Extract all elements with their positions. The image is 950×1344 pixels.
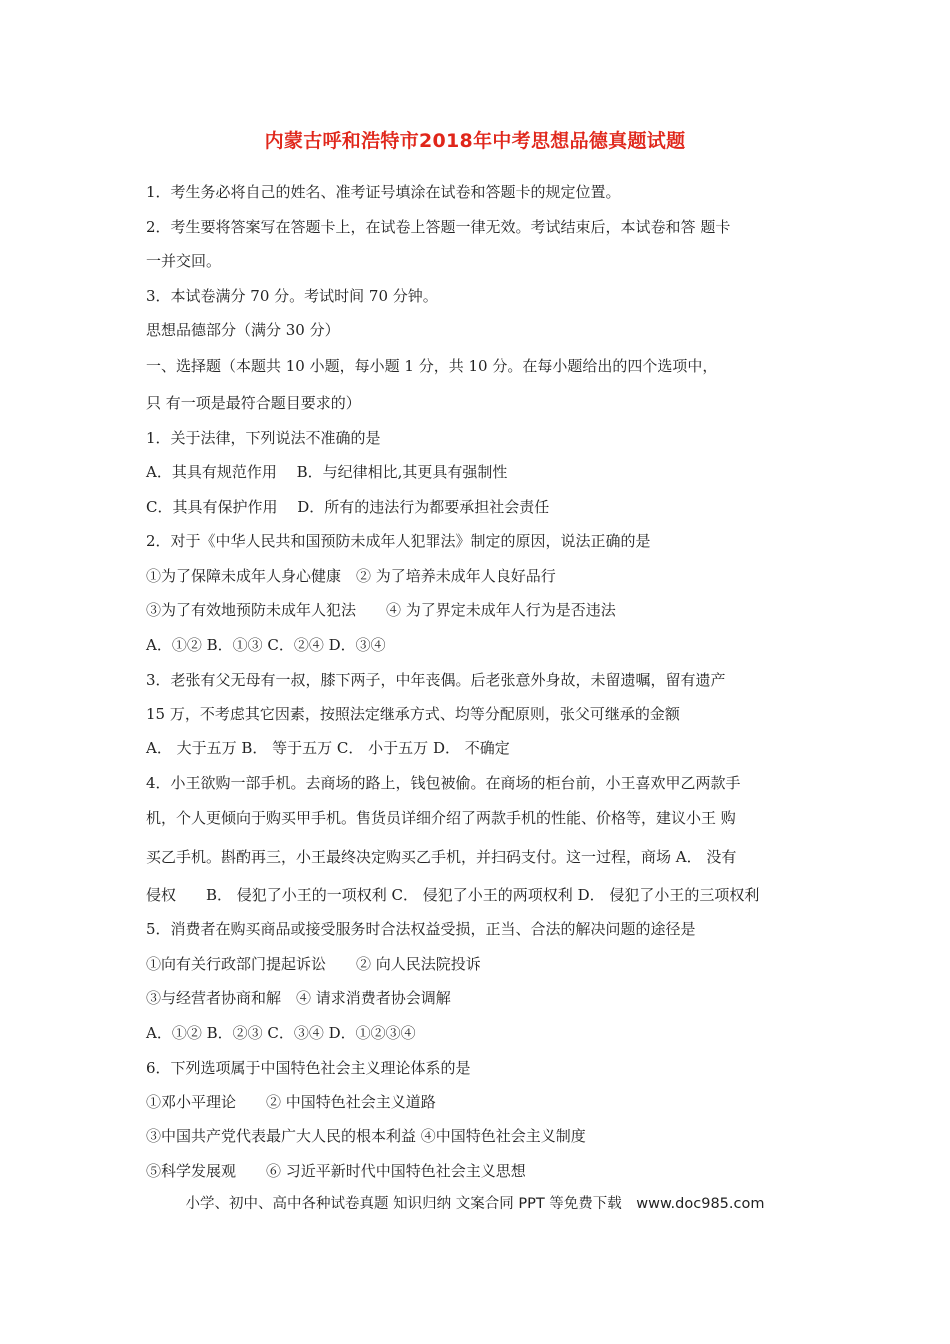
text-line: 15 万，不考虑其它因素，按照法定继承方式、均等分配原则，张父可继承的金额 [146,705,680,723]
text-line: 5．消费者在购买商品或接受服务时合法权益受损，正当、合法的解决问题的途径是 [146,920,696,938]
text-line: 1．关于法律，下列说法不准确的是 [146,429,381,447]
text-line: ③为了有效地预防未成年人犯法 ④ 为了界定未成年人行为是否违法 [146,601,616,619]
text-line: ⑤科学发展观 ⑥ 习近平新时代中国特色社会主义思想 [146,1162,526,1180]
text-line: A．①② B．②③ C．③④ D．①②③④ [146,1024,416,1042]
text-line: 只 有一项是最符合题目要求的） [146,394,361,412]
text-line: 买乙手机。斟酌再三，小王最终决定购买乙手机，并扫码支付。这一过程，商场 A． 没有 [146,848,737,866]
text-line: ①邓小平理论 ② 中国特色社会主义道路 [146,1093,436,1111]
page-footer: 小学、初中、高中各种试卷真题 知识归纳 文案合同 PPT 等免费下载 www.doc985.com [185,1196,765,1212]
text-line: ①为了保障未成年人身心健康 ② 为了培养未成年人良好品行 [146,567,556,585]
text-line: 2．对于《中华人民共和国预防未成年人犯罪法》制定的原因，说法正确的是 [146,532,651,550]
text-line: 1．考生务必将自己的姓名、准考证号填涂在试卷和答题卡的规定位置。 [146,183,621,201]
text-line: 3．本试卷满分 70 分。考试时间 70 分钟。 [146,287,438,305]
text-line: 思想品德部分（满分 30 分） [146,321,340,339]
text-line: 一、选择题（本题共 10 小题，每小题 1 分，共 10 分。在每小题给出的四个选项中， [146,357,718,375]
text-line: 6．下列选项属于中国特色社会主义理论体系的是 [146,1059,471,1077]
text-line: 机，个人更倾向于购买甲手机。售货员详细介绍了两款手机的性能、价格等，建议小王 购 [146,809,736,827]
text-line: C．其具有保护作用 D．所有的违法行为都要承担社会责任 [146,498,550,516]
text-line: ③与经营者协商和解 ④ 请求消费者协会调解 [146,989,451,1007]
text-line: A． 大于五万 B． 等于五万 C． 小于五万 D． 不确定 [146,739,510,757]
text-line: 一并交回。 [146,252,222,270]
text-line: ③中国共产党代表最广大人民的根本利益 ④中国特色社会主义制度 [146,1127,586,1145]
text-line: 侵权 B． 侵犯了小王的一项权利 C． 侵犯了小王的两项权利 D． 侵犯了小王的三项权利 [146,886,760,904]
text-line: 3．老张有父无母有一叔，膝下两子，中年丧偶。后老张意外身故，未留遗嘱，留有遗产 [146,671,726,689]
text-line: 4．小王欲购一部手机。去商场的路上，钱包被偷。在商场的柜台前，小王喜欢甲乙两款手 [146,774,741,792]
text-line: A．其具有规范作用 B．与纪律相比,其更具有强制性 [146,463,508,481]
text-line: A．①② B．①③ C．②④ D．③④ [146,636,386,654]
text-line: ①向有关行政部门提起诉讼 ② 向人民法院投诉 [146,955,481,973]
text-line: 2．考生要将答案写在答题卡上，在试卷上答题一律无效。考试结束后，本试卷和答 题卡 [146,218,731,236]
page-title: 内蒙古呼和浩特市2018年中考思想品德真题试题 [264,130,686,152]
